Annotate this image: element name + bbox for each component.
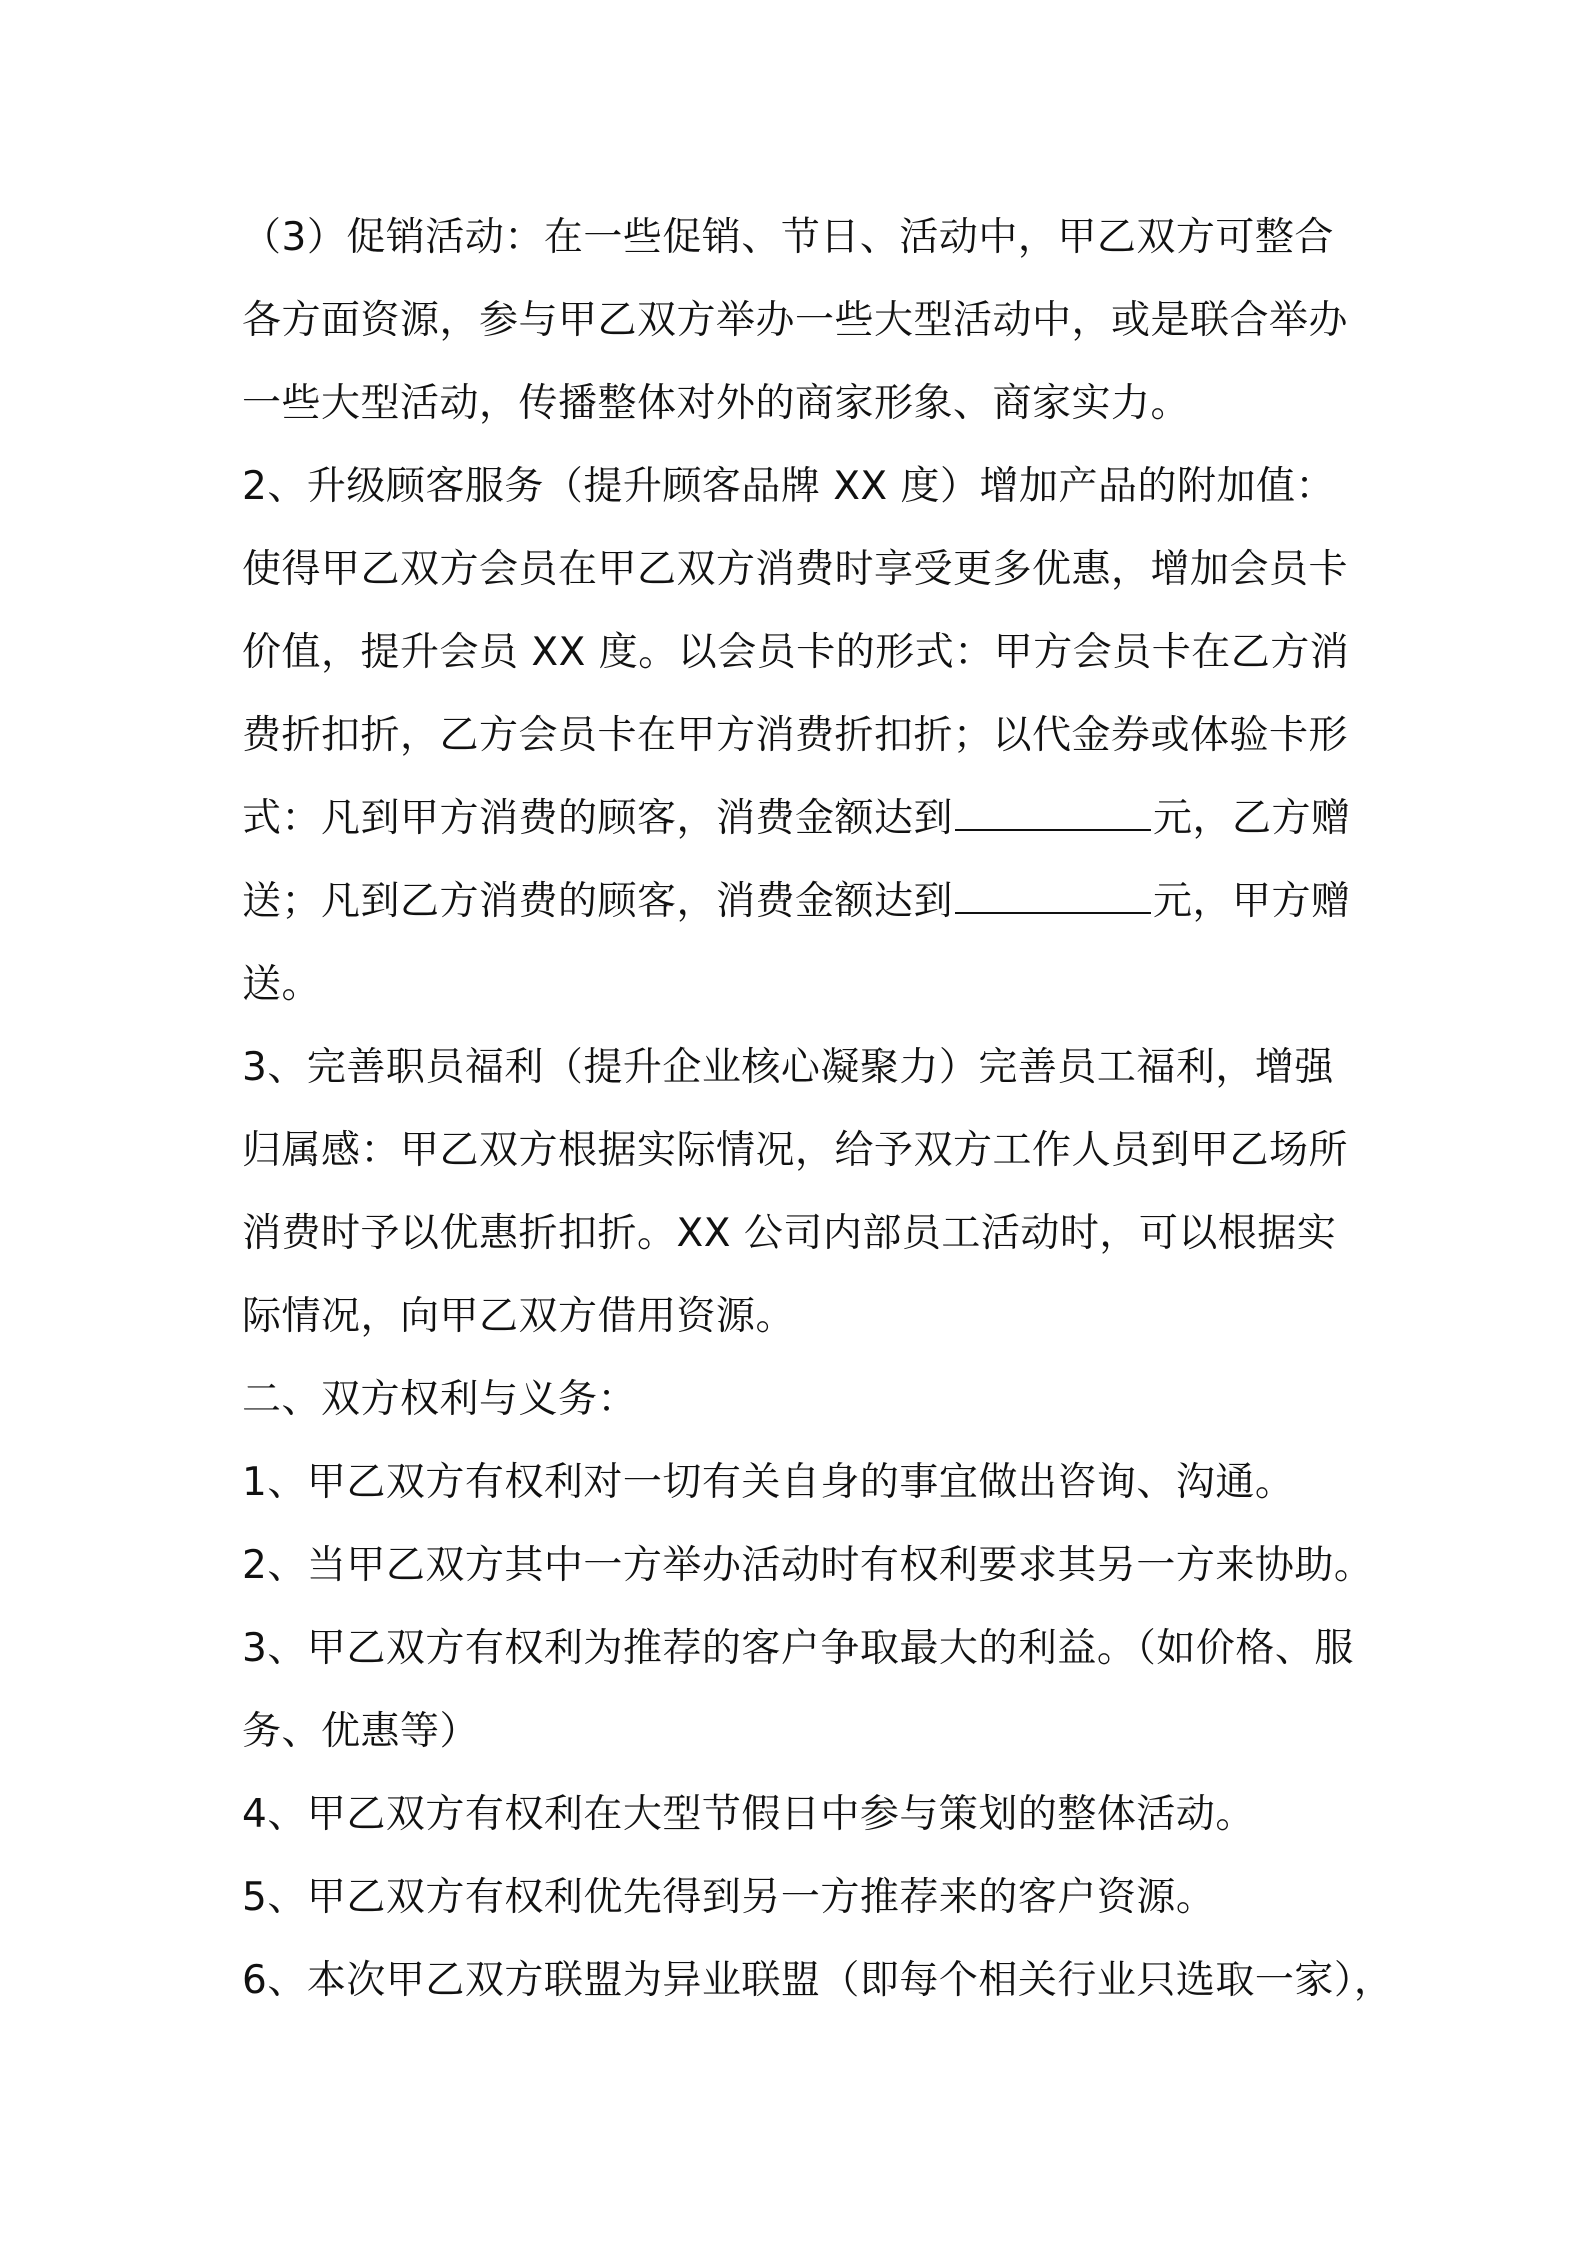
text-line: 际情况，向甲乙双方借用资源。 bbox=[242, 1294, 796, 1339]
text-line: 2、当甲乙双方其中一方举办活动时有权利要求其另一方来协助。 bbox=[242, 1543, 1374, 1588]
text-line: 一些大型活动，传播整体对外的商家形象、商家实力。 bbox=[242, 381, 1191, 426]
section-heading-rights-obligations bbox=[242, 1358, 1372, 1441]
text-segment: 式：凡到甲方消费的顾客，消费金额达到 bbox=[242, 796, 954, 841]
text-line: 使得甲乙双方会员在甲乙双方消费时享受更多优惠，增加会员卡 bbox=[242, 547, 1349, 592]
clause-2 bbox=[242, 1524, 1372, 1607]
text-segment: 元，乙方赠 bbox=[1153, 796, 1351, 841]
document-body bbox=[242, 196, 1394, 2022]
text-line: 务、优惠等） bbox=[242, 1709, 480, 1754]
text-line: 归属感：甲乙双方根据实际情况，给予双方工作人员到甲乙场所 bbox=[242, 1128, 1349, 1173]
text-line: 4、甲乙双方有权利在大型节假日中参与策划的整体活动。 bbox=[242, 1792, 1255, 1837]
text-segment: 元，甲方赠 bbox=[1153, 879, 1351, 924]
text-line: 消费时予以优惠折扣折。XX 公司内部员工活动时，可以根据实 bbox=[242, 1211, 1337, 1256]
text-segment: 送；凡到乙方消费的顾客，消费金额达到 bbox=[242, 879, 954, 924]
text-line: 各方面资源，参与甲乙双方举办一些大型活动中，或是联合举办 bbox=[242, 298, 1349, 343]
paragraph-customer-service bbox=[242, 445, 1372, 1026]
section-heading: 二、双方权利与义务： bbox=[242, 1377, 638, 1422]
text-line: 送。 bbox=[242, 962, 322, 1007]
clause-6 bbox=[242, 1939, 1394, 2022]
text-line: 3、甲乙双方有权利为推荐的客户争取最大的利益。（如价格、服 bbox=[242, 1626, 1354, 1671]
clause-4 bbox=[242, 1773, 1372, 1856]
fill-in-blank bbox=[955, 793, 1151, 831]
text-line: 3、完善职员福利（提升企业核心凝聚力）完善员工福利，增强 bbox=[242, 1045, 1334, 1090]
text-line: 2、升级顾客服务（提升顾客品牌 XX 度）增加产品的附加值： bbox=[242, 464, 1336, 509]
text-line: （3）促销活动：在一些促销、节日、活动中，甲乙双方可整合 bbox=[242, 215, 1334, 260]
text-line: 费折扣折，乙方会员卡在甲方消费折扣折；以代金券或体验卡形 bbox=[242, 713, 1349, 758]
text-line: 1、甲乙双方有权利对一切有关自身的事宜做出咨询、沟通。 bbox=[242, 1460, 1295, 1505]
text-line: 6、本次甲乙双方联盟为异业联盟（即每个相关行业只选取一家）， bbox=[242, 1958, 1394, 2003]
text-line-with-blank bbox=[242, 860, 1372, 943]
paragraph-employee-welfare bbox=[242, 1026, 1372, 1358]
clause-3 bbox=[242, 1607, 1372, 1773]
text-line-with-blank bbox=[242, 777, 1372, 860]
fill-in-blank bbox=[955, 876, 1151, 914]
clause-1 bbox=[242, 1441, 1372, 1524]
text-line: 5、甲乙双方有权利优先得到另一方推荐来的客户资源。 bbox=[242, 1875, 1216, 1920]
paragraph-promotions bbox=[242, 196, 1372, 445]
clause-5 bbox=[242, 1856, 1372, 1939]
text-line: 价值，提升会员 XX 度。以会员卡的形式：甲方会员卡在乙方消 bbox=[242, 630, 1350, 675]
